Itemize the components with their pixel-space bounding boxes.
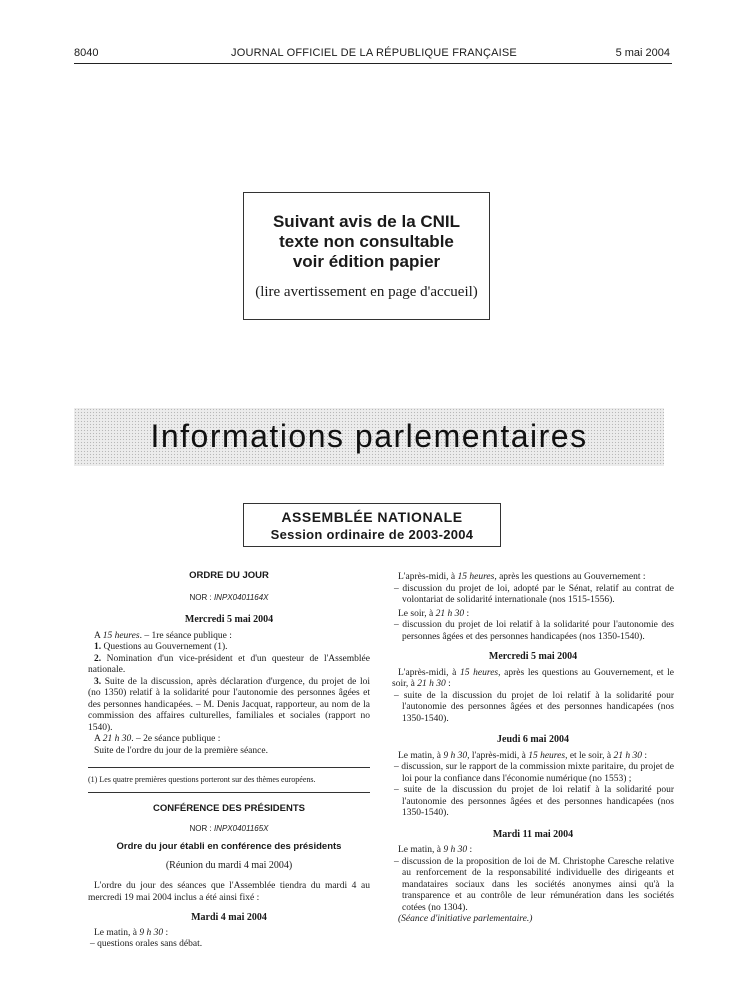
nor-code: INPX0401164X [213, 593, 269, 602]
agenda-item [88, 677, 370, 735]
conference-heading: CONFÉRENCE DES PRÉSIDENTS [152, 802, 306, 814]
time: 15 heures [102, 630, 140, 641]
agenda-item [88, 642, 370, 654]
text: . – 1re séance publique : [139, 630, 232, 641]
text: : [642, 750, 648, 761]
day-heading: Jeudi 6 mai 2004 [497, 734, 569, 745]
text: : [445, 679, 451, 689]
conference-title: Ordre du jour établi en conférence des présidents [116, 840, 342, 852]
cnil-notice-box [243, 192, 490, 320]
agenda-item: – suite de la discussion du projet de loi relatif à la solidarité pour l'autonomie des personnes âgées et des personnes handicapées (nos 1350-1540). [394, 690, 674, 724]
agenda-item: – questions orales sans débat. [90, 939, 203, 949]
page-header [0, 0, 748, 59]
text: : [464, 608, 470, 619]
page-number: 8040 [74, 47, 99, 59]
right-column [392, 572, 674, 926]
item-number: 1. [94, 642, 102, 652]
text: , après les questions au Gouvernement : [494, 572, 646, 582]
session-time [88, 928, 370, 940]
footnote-rule [88, 767, 370, 768]
day-heading: Mercredi 5 mai 2004 [184, 614, 274, 625]
text: , l'après-midi, à [467, 750, 529, 761]
session-time [392, 845, 674, 857]
left-column [88, 570, 370, 951]
agenda-item [88, 654, 370, 677]
time: 9 h 30 [443, 845, 468, 855]
text: L'après-midi, à [398, 667, 461, 678]
item-text: Suite de la discussion, après déclaration d'urgence, du projet de loi (no 1350) relatif à la solidarité pour l'autonomie des personnes âgées et des personnes handicapées. – M. Denis Jacquat, rapporteur, au nom de la commission des affaires culturelles, familiales et sociales (rapport no 1540). [88, 676, 370, 733]
text: : [467, 845, 473, 855]
header-rule [74, 63, 672, 64]
nor-label: NOR : [189, 593, 212, 602]
time: 21 h 30 [613, 750, 642, 761]
session-note: (Séance d'initiative parlementaire.) [398, 914, 533, 924]
order-heading: ORDRE DU JOUR [189, 570, 269, 581]
section-banner [74, 408, 664, 466]
session-title: Session ordinaire de 2003-2004 [270, 527, 474, 542]
time: 21 h 30 [102, 734, 132, 744]
session-time [88, 631, 370, 643]
time: 15 heures [528, 750, 566, 761]
text: . – 2e séance publique : [131, 734, 221, 744]
nor-reference [88, 593, 370, 602]
day-heading: Mardi 11 mai 2004 [492, 828, 574, 840]
agenda-item: Suite de l'ordre du jour de la première séance. [94, 745, 268, 756]
time: 15 heures [457, 572, 495, 582]
agenda-item: – discussion, sur le rapport de la commission mixte paritaire, du projet de loi pour la confiance dans l'économie numérique (no 1553) ; [394, 762, 674, 784]
day-heading: Mercredi 5 mai 2004 [488, 651, 578, 662]
footnote: (1) Les quatre premières questions porteront sur des thèmes européens. [88, 775, 316, 784]
journal-title: JOURNAL OFFICIEL DE LA RÉPUBLIQUE FRANÇAISE [231, 47, 517, 59]
text: , après les questions au Gouvernement, et le soir, à [392, 667, 674, 689]
day-heading: Mardi 4 mai 2004 [191, 912, 267, 923]
nor-code: INPX0401165X [213, 823, 269, 833]
session-time [392, 609, 674, 621]
agenda-item: – discussion du projet de loi, adopté par le Sénat, relatif au contrat de volontariat de solidarité internationale (nos 1515-1556). [394, 583, 674, 605]
item-number: 3. [94, 676, 102, 687]
item-text: Nomination d'un vice-président et d'un questeur de l'Assemblée nationale. [88, 653, 370, 675]
time: 9 h 30 [139, 927, 164, 938]
session-time [392, 668, 674, 691]
session-time [392, 751, 674, 763]
cnil-line-1: Suivant avis de la CNIL [272, 212, 461, 231]
cnil-line-3: voir édition papier [292, 252, 441, 271]
text: Le matin, à [398, 750, 444, 761]
text: A [94, 630, 103, 641]
time: 21 h 30 [417, 679, 446, 689]
text: , et le soir, à [565, 750, 614, 761]
text: A [94, 734, 103, 744]
banner-title: Informations parlementaires [150, 418, 588, 454]
time: 9 h 30 [443, 750, 468, 761]
nor-reference [88, 824, 370, 833]
intro-paragraph: L'ordre du jour des séances que l'Assemblée tiendra du mardi 4 au mercredi 19 mai 2004 inclus a été ainsi fixé : [88, 881, 370, 903]
text: L'après-midi, à [398, 572, 458, 582]
item-text: Questions au Gouvernement (1). [101, 642, 228, 652]
cnil-note: (lire avertissement en page d'accueil) [255, 284, 478, 300]
assembly-name: ASSEMBLÉE NATIONALE [281, 509, 463, 525]
agenda-item: – discussion du projet de loi relatif à la solidarité pour l'autonomie des personnes âgées et des personnes handicapées (nos 1350-1540). [394, 620, 674, 642]
agenda-item: – discussion de la proposition de loi de M. Christophe Caresche relative au renforcement de la responsabilité individuelle des dirigeants et mandataires sociaux dans les sociétés anonymes ainsi qu'à la transparence et au contrôle de leur rémunération dans les sociétés cotées (no 1304). [394, 856, 674, 913]
text: Le matin, à [94, 927, 140, 938]
meeting-date: (Réunion du mardi 4 mai 2004) [165, 859, 293, 871]
agenda-item: – suite de la discussion du projet de loi relatif à la solidarité pour l'autonomie des personnes âgées et des personnes handicapées (nos 1350-1540). [394, 785, 674, 818]
time: 21 h 30 [435, 608, 465, 619]
cnil-line-2: texte non consultable [279, 232, 454, 251]
assembly-box [243, 503, 501, 547]
text: Le matin, à [398, 845, 444, 855]
item-number: 2. [94, 653, 102, 664]
nor-label: NOR : [189, 823, 212, 833]
time: 15 heures [460, 667, 499, 678]
session-time [88, 734, 370, 746]
issue-date: 5 mai 2004 [615, 47, 670, 59]
text: : [163, 927, 169, 938]
section-rule [88, 792, 370, 793]
session-time [392, 572, 674, 584]
text: Le soir, à [398, 608, 436, 619]
